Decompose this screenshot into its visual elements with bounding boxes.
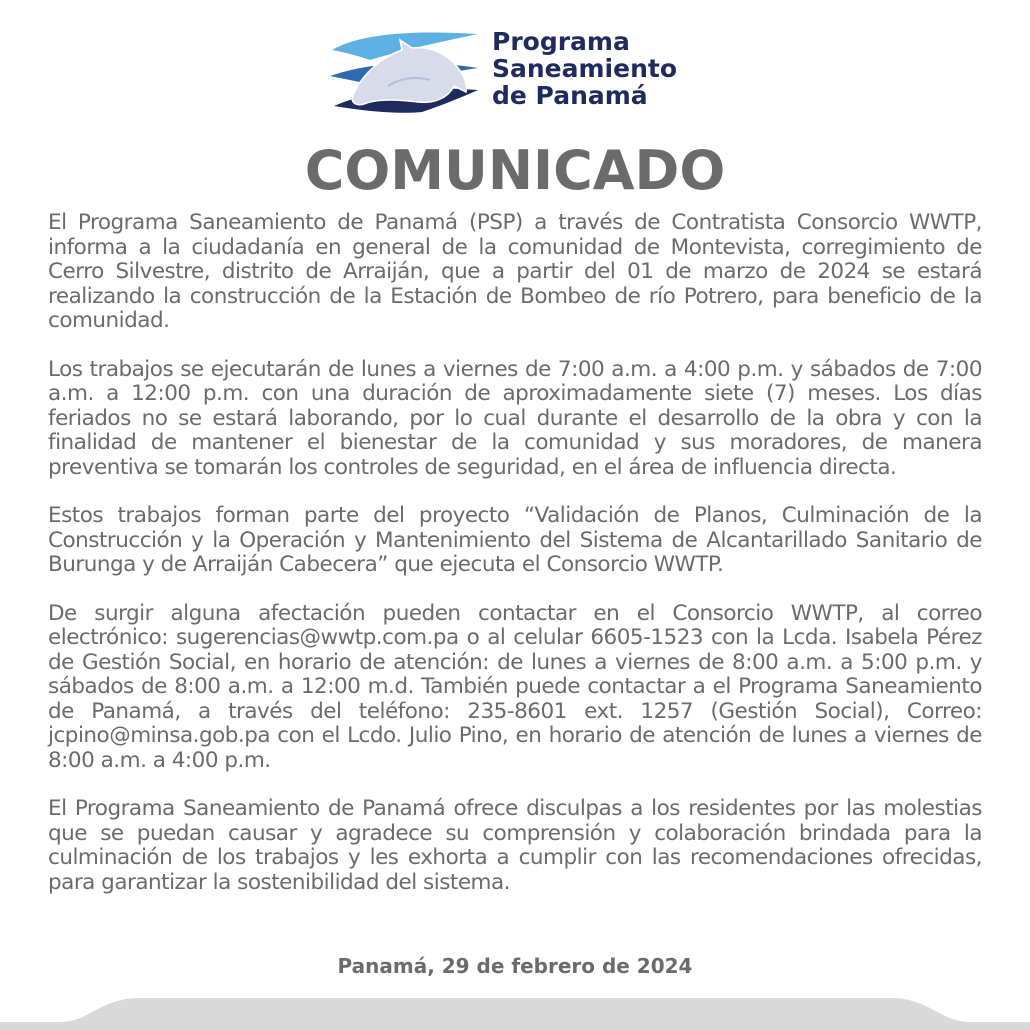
paragraph-schedule: Los trabajos se ejecutarán de lunes a viernes de 7:00 a.m. a 4:00 p.m. y sábados de 7:00 a.m. a 12:00 p.m. con una duración de aproximadamente siete (7) meses. Los días feriados no se estará laborando, por lo cual durante el desarrollo de la obra y con la finalidad de mantener el bienestar de la comunidad y sus moradores, de manera preventiva se tomarán los controles de seguridad, en el área de influencia directa. <box>48 356 982 480</box>
paragraph-project: Estos trabajos forman parte del proyecto “Validación de Planos, Culminación de la Construcción y la Operación y Mantenimiento del Sistema de Alcantarillado Sanitario de Burunga y de Arraiján Cabecera” que ejecuta el Consorcio WWTP. <box>48 503 982 577</box>
date-line: Panamá, 29 de febrero de 2024 <box>337 954 693 978</box>
paragraph-apology: El Programa Saneamiento de Panamá ofrece disculpas a los residentes por las molestias que se puedan causar y agradece su comprensión y colaboración brindada para la culminación de los trabajos y les exhorta a cumplir con las recomendaciones ofrecidas, para garantizar la sostenibilidad del sistema. <box>48 796 982 895</box>
logo-line-3: de Panamá <box>492 81 648 110</box>
program-name <box>492 28 677 109</box>
paragraph-contact: De surgir alguna afectación pueden contactar en el Consorcio WWTP, al correo electrónico: sugerencias@wwtp.com.pa o al celular 6605-1523 con la Lcda. Isabela Pérez de Gestión Social, en horario de atención: de lunes a viernes de 8:00 a.m. a 5:00 p.m. y sábados de 8:00 a.m. a 12:00 m.d. También puede contactar a el Programa Saneamiento de Panamá, a través del teléfono: 235-8601 ext. 1257 (Gestión Social), Correo: jcpino@minsa.gob.pa con el Lcdo. Julio Pino, en horario de atención de lunes a viernes de 8:00 a.m. a 4:00 p.m. <box>48 600 982 773</box>
logo-line-2: Saneamiento <box>492 54 677 83</box>
program-logo <box>330 28 710 118</box>
page-title: COMUNICADO <box>304 139 726 202</box>
paragraph-intro: El Programa Saneamiento de Panamá (PSP) a través de Contratista Consorcio WWTP, informa a la ciudadanía en general de la comunidad de Montevista, corregimiento de Cerro Silvestre, distrito de Arraiján, que a partir del 01 de marzo de 2024 se estará realizando la construcción de la Estación de Bombeo de río Potrero, para beneficio de la comunidad. <box>48 210 982 333</box>
footer-band <box>0 994 1030 1030</box>
dolphin-waves-icon <box>330 28 480 116</box>
logo-line-1: Programa <box>492 27 630 56</box>
announcement-body <box>48 211 982 919</box>
